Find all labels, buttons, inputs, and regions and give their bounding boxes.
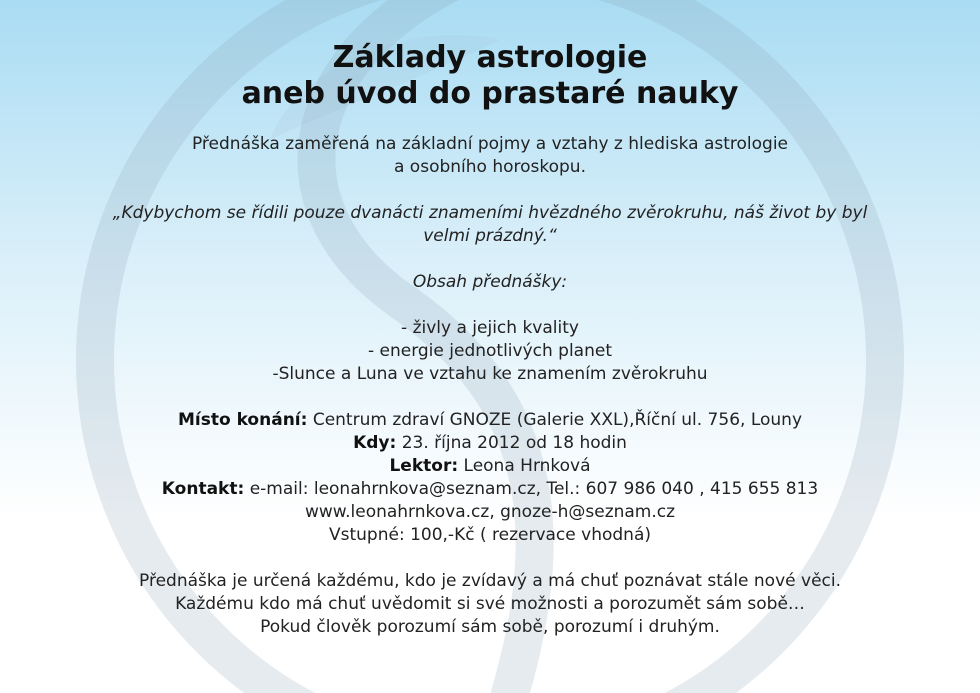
contents-heading: Obsah přednášky: <box>412 272 568 292</box>
title-line-1: Základy astrologie <box>332 40 648 75</box>
intro-line-2: a osobního horoskopu. <box>393 157 586 177</box>
intro-line-1: Přednáška zaměřená na základní pojmy a vztahy z hlediska astrologie <box>191 134 789 154</box>
quote-line-1: „Kdybychom se řídili pouze dvanácti znameními hvězdného zvěrokruhu, náš život by byl <box>112 203 868 223</box>
contact-value: e-mail: leonahrnkova@seznam.cz, Tel.: 607 986 040 , 415 655 813 <box>244 479 819 499</box>
lecturer-label: Lektor: <box>389 456 459 476</box>
title-line-2: aneb úvod do prastaré nauky <box>241 76 739 111</box>
contents-item: - živly a jejich kvality <box>401 318 579 338</box>
when-line <box>0 432 980 455</box>
quote-line-2: velmi prázdný.“ <box>423 226 557 246</box>
closing-line: Každému kdo má chuť uvědomit si své možnosti a porozumět sám sobě… <box>175 594 805 614</box>
contact-label: Kontakt: <box>161 479 245 499</box>
venue-label: Místo konání: <box>178 410 308 430</box>
lecturer-line <box>0 455 980 478</box>
contact-line <box>0 478 980 501</box>
venue-line <box>0 409 980 432</box>
contents-item: -Slunce a Luna ve vztahu ke znamením zvěrokruhu <box>272 364 708 384</box>
when-label: Kdy: <box>353 433 397 453</box>
contents-item: - energie jednotlivých planet <box>367 341 613 361</box>
when-value: 23. října 2012 od 18 hodin <box>396 433 627 453</box>
closing-line: Přednáška je určená každému, kdo je zvídavý a má chuť poznávat stále nové věci. <box>139 571 841 591</box>
fee-line: Vstupné: 100,-Kč ( rezervace vhodná) <box>329 525 651 545</box>
lecturer-value: Leona Hrnková <box>458 456 591 476</box>
closing-line: Pokud člověk porozumí sám sobě, porozumí i druhým. <box>260 617 720 637</box>
venue-value: Centrum zdraví GNOZE (Galerie XXL),Říční ul. 756, Louny <box>307 410 802 430</box>
web-line: www.leonahrnkova.cz, gnoze-h@seznam.cz <box>304 502 676 522</box>
